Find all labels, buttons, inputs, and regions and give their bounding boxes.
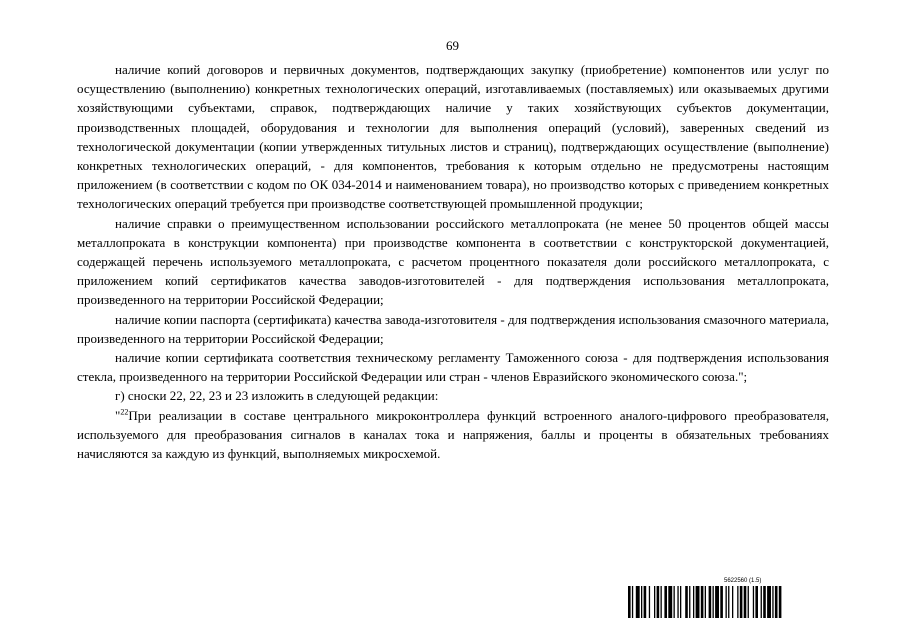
barcode-bar [737,586,738,618]
barcode-bar [668,586,672,618]
barcode-bar [661,586,662,618]
barcode-bar [628,586,631,618]
barcode-bar [693,586,694,618]
paragraph-glass-certificate: наличие копии сертификата соответствия техническому регламенту Таможенного союза - для подтверждения использования стекла, произведенного на территории Российской Федерации или стран - членов Евразийского экономического союза."; [77,350,829,385]
footnote-22 [77,406,829,464]
barcode-bar [664,586,667,618]
barcode-bar [753,586,754,618]
paragraph-copies-of-contracts: наличие копий договоров и первичных документов, подтверждающих закупку (приобретение) компонентов или услуг по осуществлению (выполнению) конкретных технологических операций, изготавливаемых (поставляемых) или оказываемых другими хозяйствующими субъектами, справок, подтверждающих наличие у таких хозяйствующих субъектов документации, производственных площадей, оборудования и технологии для выполнения операций (условий), заверенных сведений из технологической документации (копии утвержденных титульных листов и страниц), подтверждающих осуществление (выполнение) конкретных технологических операций, - для компонентов, требования к которым отдельно не предусмотрены настоящим приложением (в соответствии с кодом по ОК 034-2014 и наименованием товара), но производство которых с приведением конкретных технологических операций требуется при производстве соответствующей промышленной продукции; [77,62,829,212]
barcode-bar [644,586,647,618]
barcode-code: 5622560 (1.5) [724,578,762,584]
page-number: 69 [446,38,459,53]
barcode-bar [720,586,723,618]
barcode-bar [767,586,771,618]
document-body [77,60,829,463]
barcode-bar [680,586,681,618]
barcode-bar [744,586,747,618]
barcode-bar [705,586,706,618]
barcode-bar [772,586,773,618]
barcode-bar [685,586,688,618]
barcode-bar [715,586,719,618]
barcode-bar [728,586,729,618]
barcode-bar [632,586,633,618]
barcode-bar [726,586,727,618]
barcode-bar [696,586,700,618]
footnote-text: При реализации в составе центрального микроконтроллера функций встроенного аналого-цифрового преобразователя, используемого для преобразования сигналов в каналах тока и напряжения, баллы и проценты в обязательных требованиях начисляются за каждую из функций, выполняемых микросхемой. [77,407,829,462]
footnote-marker: 22 [120,407,129,417]
barcode-bar [763,586,766,618]
barcode-bar [713,586,714,618]
barcode-image [628,586,828,618]
paragraph-metal-certificate: наличие справки о преимущественном использовании российского металлопроката (не менее 50 процентов общей массы металлопроката в конструкции компонента) при производстве компонента в соответствии с конструкторской документацией, содержащей перечень используемого металлопроката, с расчетом процентного показателя доли российского металлопроката, с приложением копий сертификатов качества заводов-изготовителей - для подтверждения использования металлопроката, произведенного на территории Российской Федерации; [77,215,829,308]
barcode-bar [657,586,660,618]
paragraph-footnotes-amendment: г) сноски 22, 22, 23 и 23 изложить в следующей редакции: [115,388,439,404]
barcode-bar [677,586,678,618]
barcode-bar [641,586,642,618]
barcode-bar [674,586,675,618]
barcode-bar [775,586,778,618]
barcode-bar [732,586,733,618]
barcode-bar [649,586,650,618]
barcode-bar [755,586,758,618]
barcode-bar [761,586,762,618]
barcode-bar [654,586,655,618]
footnote-open-quote: " [115,407,121,423]
paragraph-lubricant-passport: наличие копии паспорта (сертификата) качества завода-изготовителя - для подтверждения использования смазочного материала, произведенного на территории Российской Федерации; [77,311,829,346]
barcode-bar [636,586,640,618]
barcode-bar [689,586,690,618]
barcode-bar [740,586,743,618]
barcode-bar [748,586,749,618]
barcode-bar [701,586,704,618]
barcode-bar [779,586,782,618]
barcode-block [628,577,828,618]
barcode-bar [709,586,712,618]
